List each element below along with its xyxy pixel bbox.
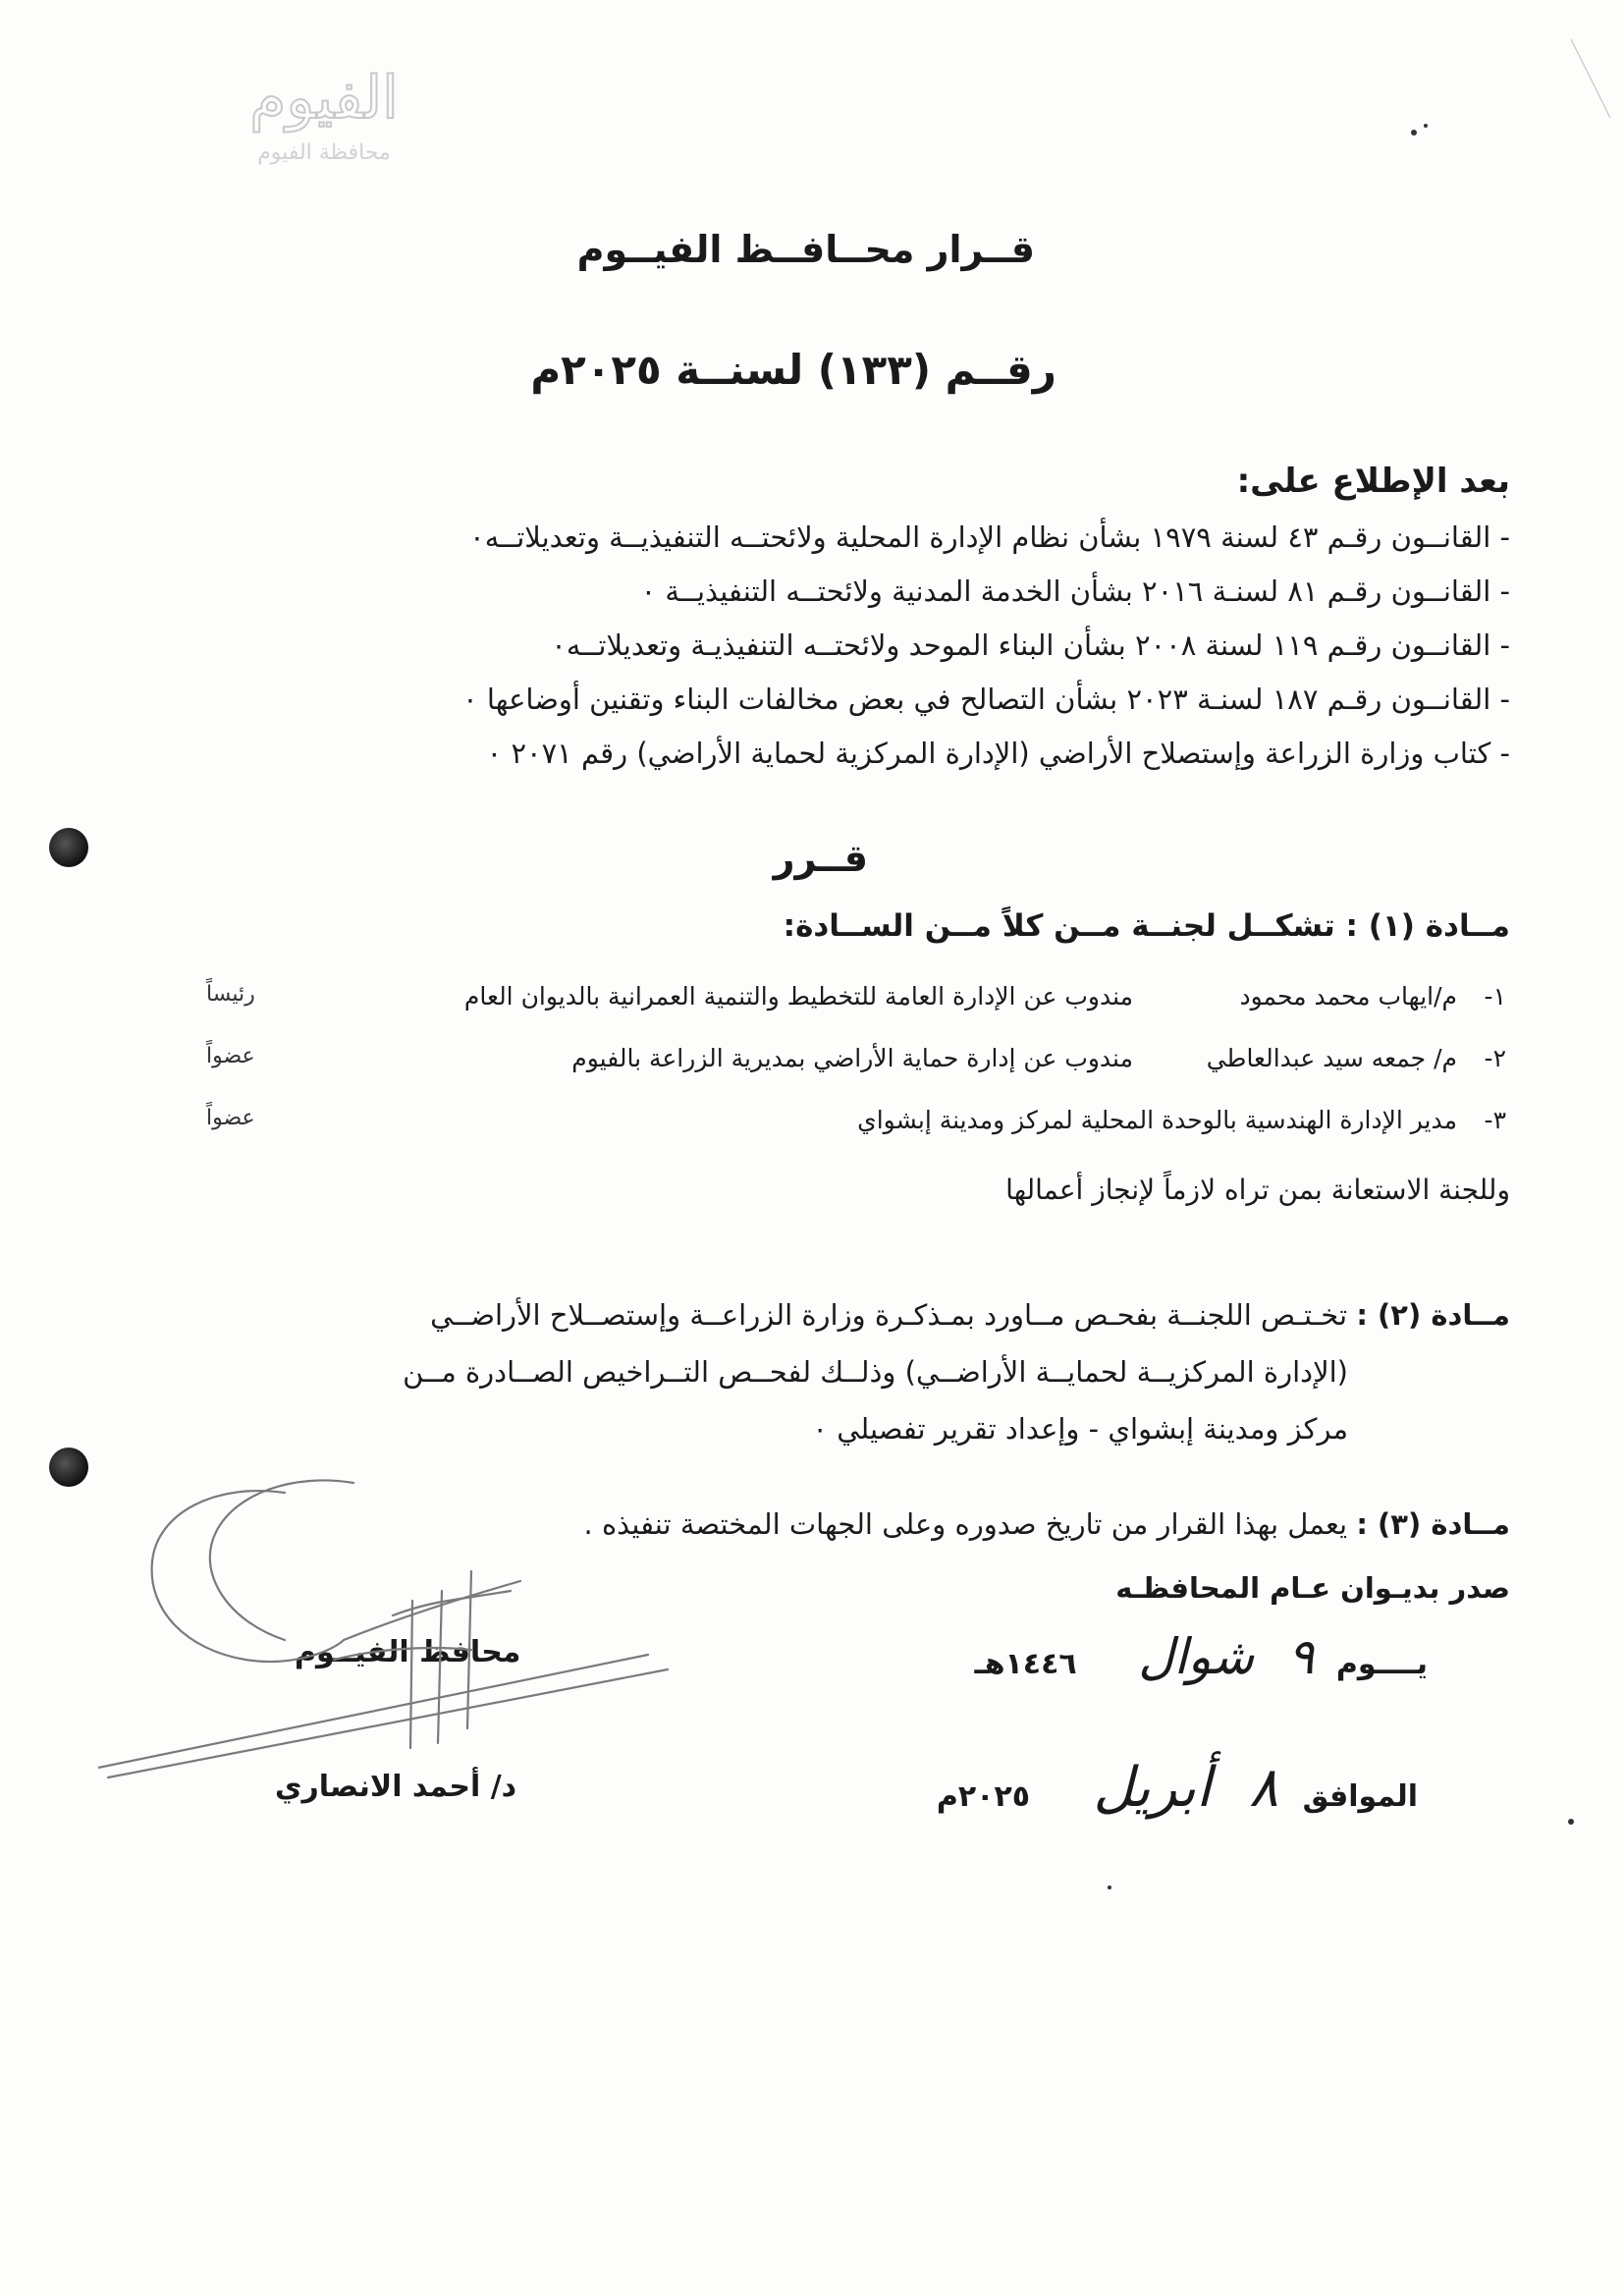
committee-member [0,1044,1624,1105]
issued-at: صدر بديـوان عـام المحافظـه [1115,1571,1510,1605]
committee-member [0,982,1624,1043]
member-name: م/ايهاب محمد محمود [1239,982,1457,1011]
article2-line: مركز ومدينة إبشواي - وإعداد تقرير تفصيلي ٠ [812,1412,1348,1446]
article3-label: مــادة (٣) : [1356,1507,1510,1541]
member-role: عضواً [206,1106,255,1130]
article2-line [234,1286,1510,1343]
decree-heading: قــرر [773,837,868,880]
member-role: عضواً [206,1044,255,1068]
member-role: رئيساً [206,982,255,1007]
signatory-title: محافظ الفيــوم [295,1635,521,1669]
decree-number: رقــم (١٣٣) لسنــة ٢٠٢٥م [530,346,1056,394]
member-number: ١- [1484,982,1506,1011]
punch-hole [49,828,88,867]
legal-references-list [234,511,1510,781]
punch-hole [49,1448,88,1487]
hijri-prefix: يــــوم [1335,1647,1428,1681]
legal-reference-item: - القانــون رقـم ٤٣ لسنة ١٩٧٩ بشأن نظام الإدارة المحلية ولائحتــه التنفيذيــة وتعديلاتــه٠ [469,520,1510,554]
article2-label: مــادة (٢) : [1356,1298,1510,1332]
legal-reference-item: - القانــون رقـم ١٨٧ لسنـة ٢٠٢٣ بشأن التصالح في بعض مخالفات البناء وتقنين أوضاعها ٠ [462,683,1510,716]
after-review-heading: بعد الإطلاع على: [1236,462,1510,501]
hijri-date [974,1628,1428,1685]
article2-text: تخـتـص اللجنــة بفحـص مــاورد بمـذكـرة وزارة الزراعــة وإستصــلاح الأراضــي [430,1298,1348,1332]
greg-year: ٢٠٢٥م [936,1779,1031,1814]
legal-reference-item: - كتاب وزارة الزراعة وإستصلاح الأراضي (الإدارة المركزية لحماية الأراضي) رقم ٢٠٧١ ٠ [486,737,1510,770]
committee-member [0,1106,1624,1167]
member-description: مندوب عن إدارة حماية الأراضي بمديرية الزراعة بالفيوم [571,1044,1133,1072]
article1-heading: مــادة (١) : تشكــل لجنــة مــن كلاً مــن الســادة: [783,908,1510,944]
article2-line: (الإدارة المركزيــة لحمايــة الأراضــي) وذلــك لفحــص التــراخيص الصــادرة مــن [403,1355,1348,1389]
governorate-logo [201,39,447,177]
member-name: م/ جمعه سيد عبدالعاطي [1206,1044,1457,1072]
article3-text: يعمل بهذا القرار من تاريخ صدوره وعلى الجهات المختصة تنفيذه . [583,1507,1348,1541]
greg-prefix: الموافق [1302,1779,1418,1814]
member-name: مدير الإدارة الهندسية بالوحدة المحلية لمركز ومدينة إبشواي [857,1106,1457,1134]
article1-note: وللجنة الاستعانة بمن تراه لازماً لإنجاز أعمالها [1005,1174,1510,1206]
article2 [234,1286,1510,1457]
logo-subtext: محافظة الفيوم [257,140,391,165]
hijri-year: ١٤٤٦هـ [974,1647,1077,1681]
signatory-name: د/ أحمد الانصاري [275,1770,517,1804]
handwritten-signature [98,1453,727,1787]
legal-reference-item: - القانــون رقـم ١١٩ لسنة ٢٠٠٨ بشأن البناء الموحد ولائحتــه التنفيذيـة وتعديلاتــه٠ [551,629,1510,662]
member-number: ٢- [1484,1044,1506,1072]
hijri-month: شوال [1138,1628,1255,1685]
greg-month: أبريل [1093,1756,1212,1820]
greg-day: ٨ [1249,1756,1279,1820]
member-number: ٣- [1484,1106,1506,1134]
gregorian-date [937,1756,1418,1820]
legal-reference-item: - القانــون رقـم ٨١ لسنـة ٢٠١٦ بشأن الخدمة المدنية ولائحتــه التنفيذيــة ٠ [640,574,1510,608]
member-description: مندوب عن الإدارة العامة للتخطيط والتنمية العمرانية بالديوان العام [463,982,1133,1011]
logo-text: الفيوم [249,64,399,133]
decree-title: قــرار محــافــظ الفيــوم [576,228,1035,271]
hijri-day: ٩ [1287,1628,1315,1685]
